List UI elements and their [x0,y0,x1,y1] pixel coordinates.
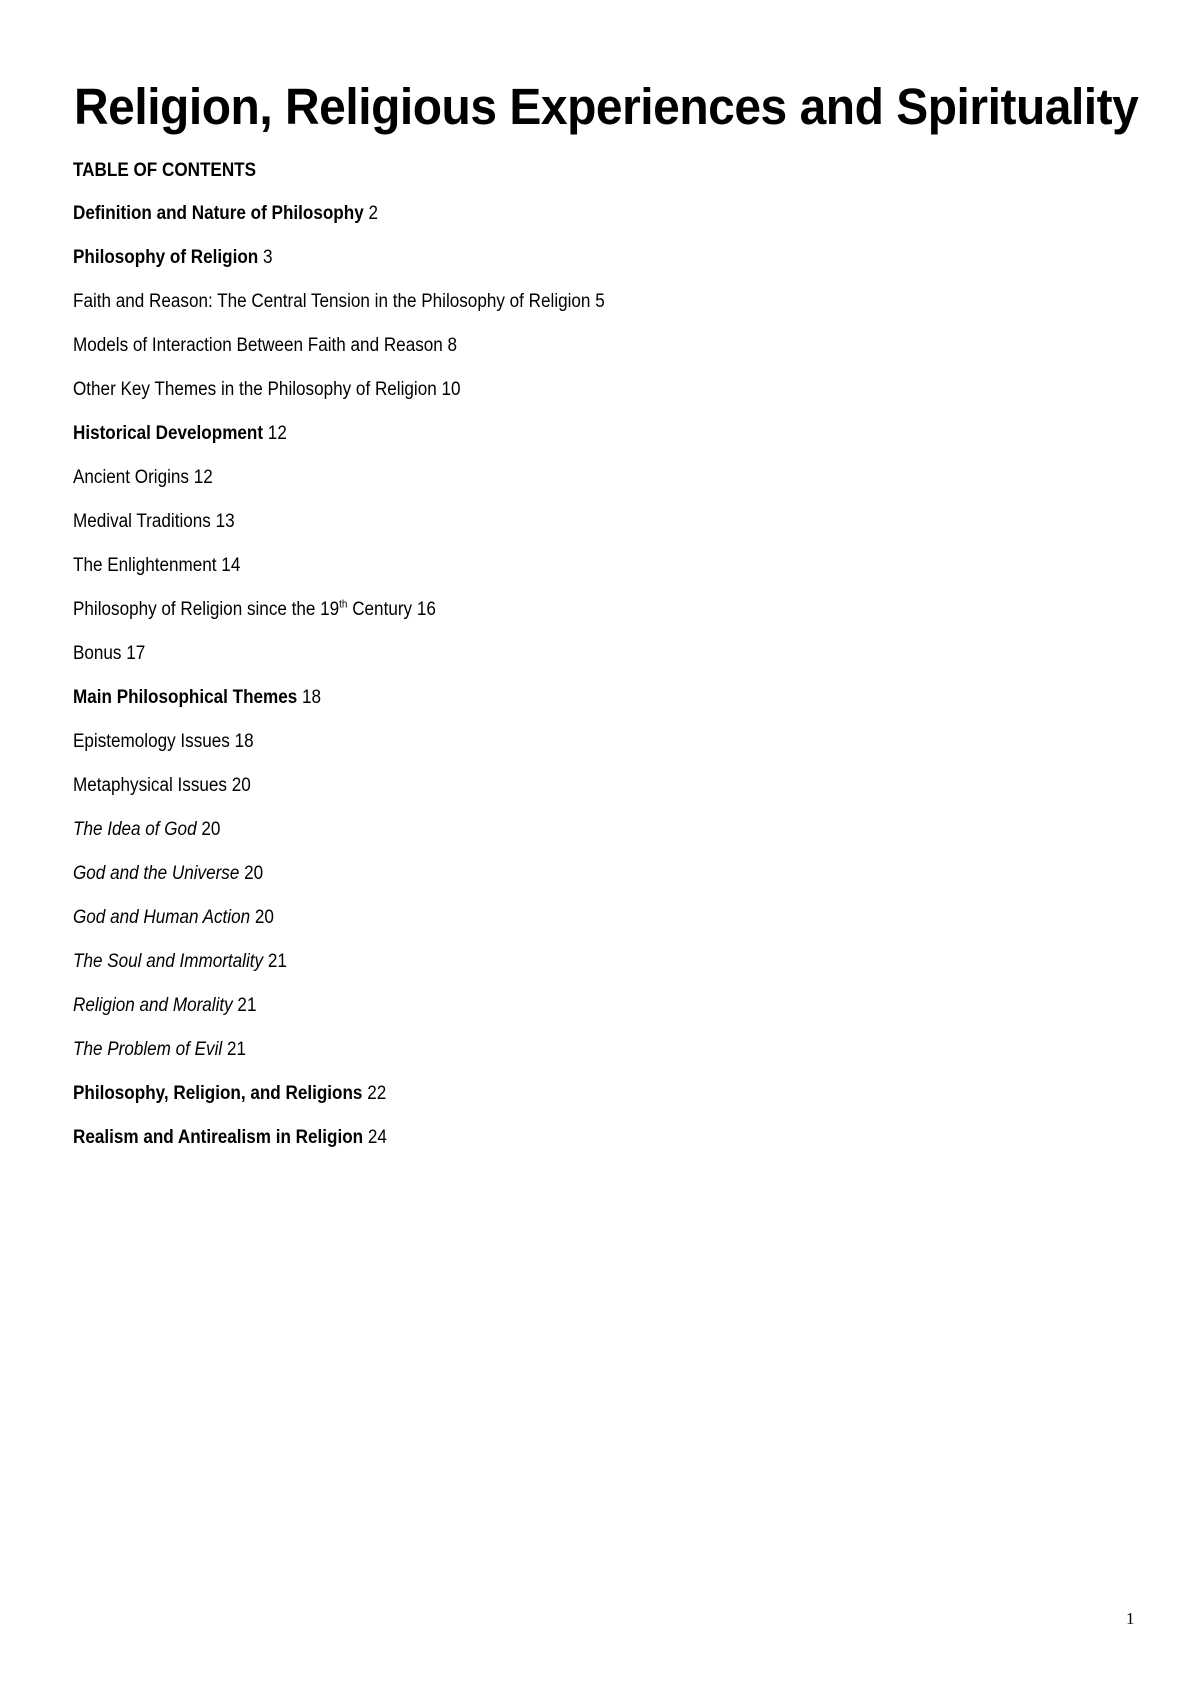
toc-entry-title-text: Philosophy of Religion since the 19 [73,599,340,620]
toc-entry-page: 13 [215,511,235,532]
toc-entry-title: The Idea of God [73,819,197,840]
toc-entry-page: 24 [367,1127,387,1148]
toc-entry-title: Religion and Morality [73,995,233,1016]
toc-entry[interactable] [73,729,605,773]
toc-entry-title: Definition and Nature of Philosophy [73,203,364,224]
toc-entry-title: The Enlightenment [73,555,217,576]
toc-entry-page: 18 [234,731,254,752]
toc-entry-title: Models of Interaction Between Faith and Reason [73,335,443,356]
toc-entry[interactable] [73,465,605,509]
toc-entry-page: 20 [201,819,221,840]
toc-entry[interactable] [73,509,605,553]
toc-entry[interactable] [73,201,605,245]
toc-entry-page: 21 [237,995,257,1016]
toc-entry[interactable] [73,289,605,333]
toc-entry[interactable] [73,905,605,949]
toc-entry-page: 14 [221,555,241,576]
toc-entry[interactable] [73,641,605,685]
toc-entry[interactable] [73,817,605,861]
toc-entry[interactable] [73,949,605,993]
toc-entry-title: God and Human Action [73,907,251,928]
toc-entry-page: 10 [441,379,461,400]
document-title: Religion, Religious Experiences and Spirituality [74,78,1139,135]
toc-entry-page: 22 [367,1083,387,1104]
toc-entry-page: 16 [416,599,436,620]
toc-entry[interactable] [73,993,605,1037]
toc-entry-title-suffix: Century [347,599,413,620]
toc-entry-title: Philosophy of Religion [73,247,259,268]
toc-entry-page: 8 [447,335,458,356]
toc-entry[interactable] [73,773,605,817]
toc-entry-title: Realism and Antirealism in Religion [73,1127,364,1148]
toc-entry-title [73,599,412,620]
toc-entry-title: Main Philosophical Themes [73,687,298,708]
toc-entry[interactable] [73,597,605,641]
toc-entry[interactable] [73,553,605,597]
toc-entry-title: The Soul and Immortality [73,951,264,972]
toc-entry-page: 21 [267,951,287,972]
toc-entry-title: Epistemology Issues [73,731,230,752]
toc-entry[interactable] [73,1081,605,1125]
toc-entry-page: 2 [368,203,378,224]
toc-entry-page: 5 [595,291,605,312]
toc-entry-title: Faith and Reason: The Central Tension in the Philosophy of Religion [73,291,591,312]
toc-entry-page: 21 [226,1039,246,1060]
toc-entry[interactable] [73,1037,605,1081]
toc-entry-title: Bonus [73,643,122,664]
toc-entry[interactable] [73,333,605,377]
toc-entry-title: Metaphysical Issues [73,775,227,796]
toc-entry-title: Other Key Themes in the Philosophy of Religion [73,379,437,400]
toc-entry-page: 3 [262,247,273,268]
toc-entry[interactable] [73,685,605,729]
toc-entry-page: 12 [267,423,287,444]
toc-entry-page: 20 [254,907,274,928]
ordinal-superscript: th [339,598,348,611]
page-number: 1 [1126,1609,1135,1628]
toc-entry-page: 20 [244,863,264,884]
toc-entry[interactable] [73,245,605,289]
toc-entry-page: 18 [302,687,322,708]
table-of-contents [73,201,664,1169]
toc-entry[interactable] [73,861,605,905]
toc-heading: TABLE OF CONTENTS [73,160,257,181]
toc-entry[interactable] [73,377,605,421]
toc-entry-title: Ancient Origins [73,467,189,488]
toc-entry-title: God and the Universe [73,863,240,884]
toc-entry-title: Historical Development [73,423,264,444]
toc-entry-title: The Problem of Evil [73,1039,223,1060]
toc-entry[interactable] [73,421,605,465]
toc-entry-page: 12 [193,467,213,488]
toc-entry-page: 17 [126,643,146,664]
toc-entry-title: Medival Traditions [73,511,211,532]
toc-entry[interactable] [73,1125,605,1169]
toc-entry-page: 20 [231,775,251,796]
toc-entry-title: Philosophy, Religion, and Religions [73,1083,363,1104]
